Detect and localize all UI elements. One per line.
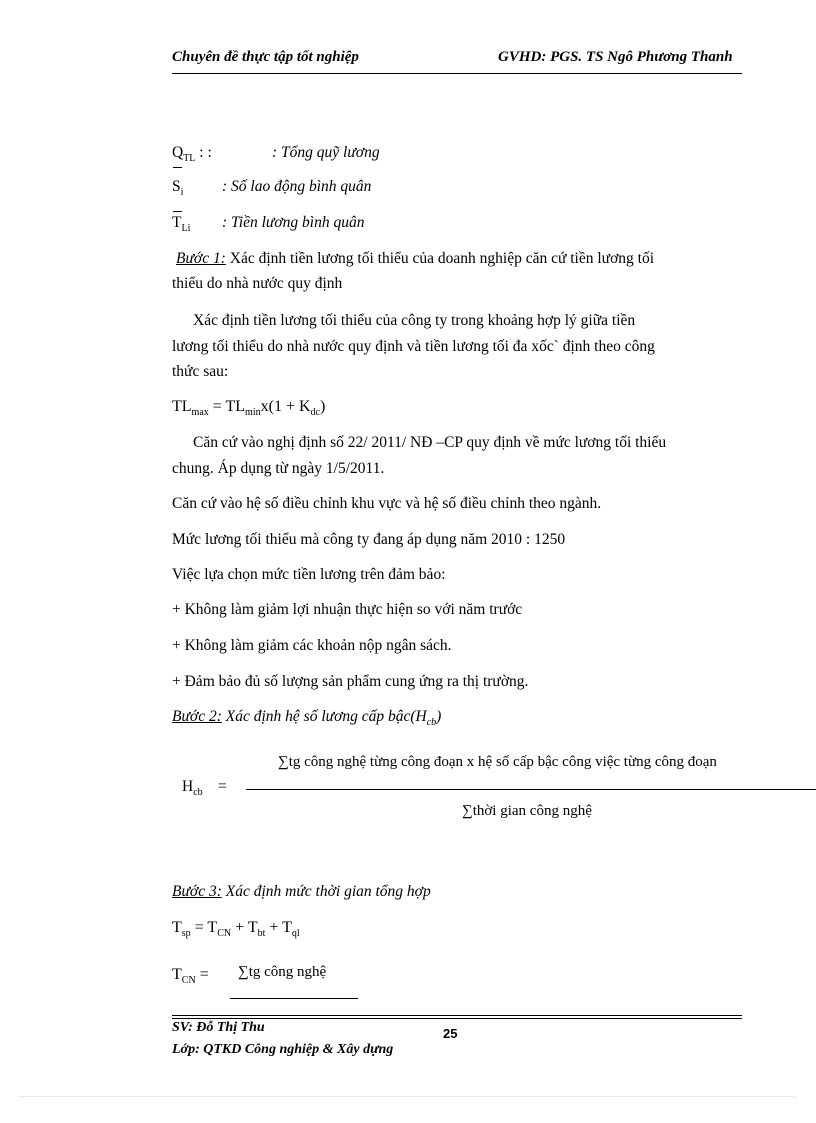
definition-tli-text: : Tiền lương bình quân: [222, 214, 365, 231]
para2-line1: Căn cứ vào nghị định số 22/ 2011/ NĐ –CP quy định về mức lương tối thiểu: [193, 434, 667, 451]
para1-line1: Xác định tiền lương tối thiểu của công ty trong khoảng hợp lý giữa tiền: [193, 312, 636, 329]
definition-qtl-text: : Tổng quỹ lương: [272, 144, 380, 161]
para2-line2: chung. Áp dụng từ ngày 1/5/2011.: [172, 460, 385, 477]
para1-line3: thức sau:: [172, 363, 229, 380]
header-rule: [172, 73, 742, 74]
definition-si-text: : Số lao động bình quân: [222, 178, 372, 195]
para1-line2: lương tối thiểu do nhà nước quy định và tiền lương tối đa xốc` định theo công: [172, 338, 655, 355]
bullet-line: + Không làm giảm các khoản nộp ngân sách.: [172, 637, 452, 654]
formula-hcb-denominator: ∑thời gian công nghệ: [462, 803, 592, 819]
footer-rule: [172, 1015, 742, 1016]
formula-tcn: $T_{CN}$ =: [172, 966, 209, 987]
footer-class: Lớp: QTKD Công nghiệp & Xây dựng: [172, 1042, 394, 1057]
bullet-line: + Không làm giảm lợi nhuận thực hiện so với năm trước: [172, 601, 523, 618]
formula-hcb-lhs: $H_{cb}$: [182, 778, 203, 799]
formula-tl-max: $TL_{max} = TL_{min}x(1 + K_{dc})$: [172, 398, 326, 419]
step2-heading: Bước 2: Xác định hệ số lương cấp $bậc(H_{cb})$: [172, 708, 442, 729]
page-number: 25: [443, 1026, 458, 1041]
definition-tli: $T_{Li}$: [172, 214, 191, 235]
bullet-line: + Đảm bảo đủ số lượng sản phẩm cung ứng ra thị trường.: [172, 673, 529, 690]
step1-line2: thiểu do nhà nước quy định: [172, 275, 343, 292]
bar-t: [173, 211, 182, 212]
page-edge: [20, 1096, 796, 1097]
formula-hcb-eq: =: [218, 778, 227, 795]
header-right: GVHD: PGS. TS Ngô Phương Thanh: [498, 49, 733, 65]
text-line: Việc lựa chọn mức tiền lương trên đảm bảo:: [172, 566, 446, 583]
formula-tcn-numerator: ∑tg công nghệ: [238, 964, 327, 980]
footer-author: SV: Đỗ Thị Thu: [172, 1020, 265, 1035]
step1-line1: Bước 1: Xác định tiền lương tối thiểu của doanh nghiệp căn cứ tiền lương tối: [176, 250, 655, 267]
step3-heading: Bước 3: Xác định mức thời gian tổng hợp: [172, 883, 431, 900]
definition-qtl: $Q_{TL}$ : :: [172, 144, 212, 165]
text-line: Mức lương tối thiểu mà công ty đang áp dụng năm 2010 : 1250: [172, 531, 566, 548]
bar-q: [173, 167, 182, 168]
step3-label: Bước 3:: [172, 883, 222, 900]
step2-label: Bước 2:: [172, 708, 222, 725]
fraction-bar: [246, 789, 816, 790]
text-line: Căn cứ vào hệ số điều chỉnh khu vực và hệ số điều chỉnh theo ngành.: [172, 495, 602, 512]
definition-si: $S_i$: [172, 178, 184, 199]
footer-rule: [172, 1018, 742, 1019]
step1-label: Bước 1:: [176, 250, 226, 267]
fraction-bar-small: [230, 998, 358, 999]
formula-tsp: $T_{sp} = T_{CN} + T_{bt} + T_{ql}$: [172, 919, 300, 940]
header-left: Chuyên đề thực tập tốt nghiệp: [172, 49, 359, 65]
formula-hcb-numerator: ∑tg công nghệ từng công đoạn x hệ số cấp bậc công việc từng công đoạn: [278, 754, 717, 770]
